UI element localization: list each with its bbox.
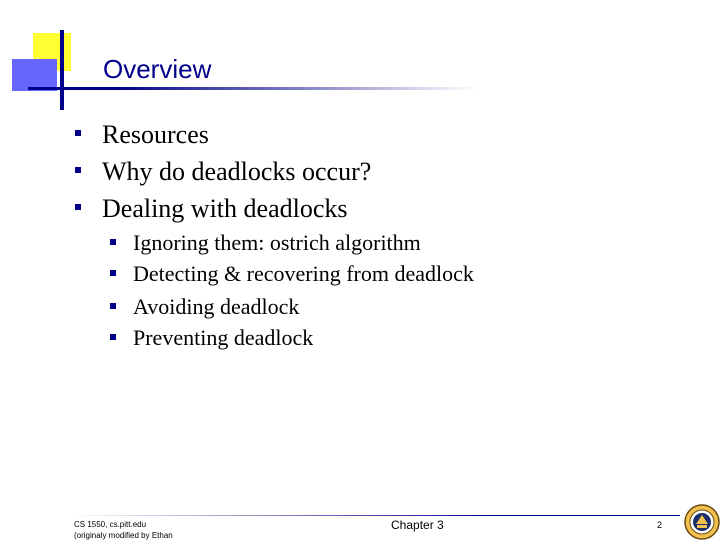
sub-bullet-avoiding: Avoiding deadlock (133, 294, 300, 319)
sub-bullet-preventing: Preventing deadlock (133, 325, 314, 350)
page-number: 2 (657, 520, 663, 530)
sub-bullet-icon (110, 303, 116, 309)
title-underline (28, 87, 478, 90)
sub-bullet-detecting: Detecting & recovering from deadlock (133, 261, 474, 286)
bullet-icon (75, 130, 81, 136)
footer-source (74, 519, 173, 541)
footer-chapter: Chapter 3 (391, 518, 444, 532)
bullet-why-deadlocks: Why do deadlocks occur? (102, 157, 372, 186)
bullet-icon (75, 167, 81, 173)
university-seal-icon (684, 504, 720, 540)
title-decoration-vertical-line (60, 30, 64, 110)
sub-bullet-icon (110, 239, 116, 245)
sub-bullet-icon (110, 334, 116, 340)
footer-source-line1: CS 1550, cs.pitt.edu (74, 520, 147, 529)
bullet-resources: Resources (102, 120, 209, 149)
sub-bullet-ignoring: Ignoring them: ostrich algorithm (133, 230, 421, 255)
footer-source-line2: (originaly modified by Ethan (74, 531, 173, 540)
sub-bullet-icon (110, 270, 116, 276)
slide-title: Overview (103, 54, 212, 84)
bullet-icon (75, 204, 81, 210)
bullet-dealing: Dealing with deadlocks (102, 194, 348, 223)
footer-rule (70, 515, 680, 516)
